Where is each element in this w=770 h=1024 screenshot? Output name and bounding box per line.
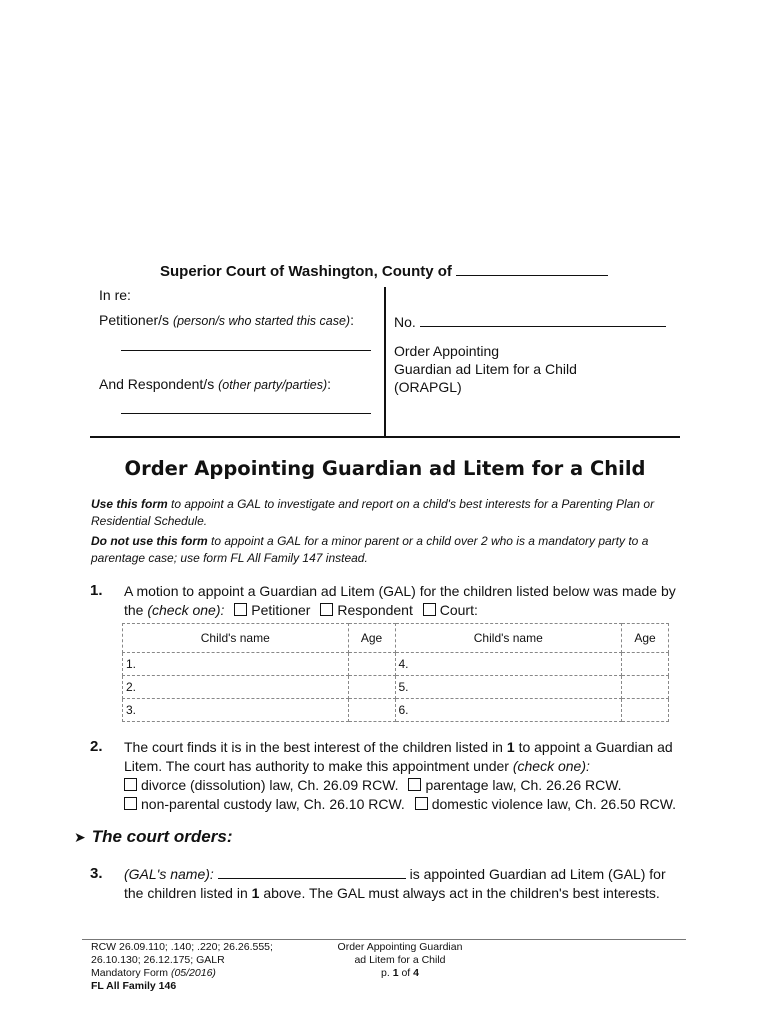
petitioner-checkbox[interactable] [234,603,247,616]
header-child-name: Child's name [395,624,622,653]
section-2-number: 2. [90,738,103,755]
arrow-bullet-icon: ➤ [74,829,86,845]
header-child-name: Child's name [123,624,349,653]
county-blank[interactable] [456,262,608,276]
table-row [123,699,669,722]
gal-name-blank[interactable] [218,865,406,879]
court-heading [160,262,608,280]
child-name-cell[interactable]: 5. [395,676,622,699]
divorce-checkbox[interactable] [124,778,137,791]
section-3-number: 3. [90,865,103,882]
children-table [122,623,669,722]
age-cell[interactable] [348,699,395,722]
footer-form-title: Order Appointing Guardian ad Litem for a Child p. 1 of 4 [300,941,500,980]
page-number: p. 1 of 4 [381,967,419,979]
petitioner-line: Petitioner/s (person/s who started this case): [99,312,354,328]
footer-rule [82,939,686,940]
in-re-label: In re: [99,287,131,303]
court-label: Superior Court of Washington, County of [160,263,452,280]
child-name-cell[interactable]: 4. [395,653,622,676]
age-cell[interactable] [348,653,395,676]
footer-citation: RCW 26.09.110; .140; .220; 26.26.555; 26.10.130; 26.12.175; GALR Mandatory Form (05/2016) FL All Family 146 [91,941,273,992]
case-number: No. [394,313,666,331]
table-row [123,653,669,676]
petitioner-blank[interactable] [121,350,371,351]
header-age: Age [348,624,395,653]
section-3-text: (GAL's name): is appointed Guardian ad Litem (GAL) for the children listed in 1 above. The GAL must always act in the children's best interests. [124,866,666,901]
section-1-text: A motion to appoint a Guardian ad Litem (GAL) for the children listed below was made by the (check one): Petitioner Respondent Court: [124,583,676,618]
caption-divider [384,287,386,437]
child-name-cell[interactable]: 3. [123,699,349,722]
respondent-blank[interactable] [121,413,371,414]
donot-instructions: Do not use this form to appoint a GAL for a minor parent or a child over 2 who is a mandatory party to a parentage case; use form FL All Family 147 instead. [91,534,649,565]
section-2-text: The court finds it is in the best interest of the children listed in 1 to appoint a Guardian ad Litem. The court has authority to make this appointment under (check one): divorce (dissolution) law, Ch. 26.09 RCW. parentage law, Ch. 26.26 RCW. non-parental custody law, Ch. 26.10 RCW. domestic violence law, Ch. 26.50 RCW. [124,739,677,812]
child-name-cell[interactable]: 6. [395,699,622,722]
parentage-checkbox[interactable] [408,778,421,791]
caption-doc-title: Order Appointing Guardian ad Litem for a Child (ORAPGL) [394,343,577,395]
age-cell[interactable] [622,653,669,676]
domestic-violence-checkbox[interactable] [415,797,428,810]
caption-bottom-rule [90,436,680,438]
page-title: Order Appointing Guardian ad Litem for a Child [124,457,646,480]
section-1-number: 1. [90,582,103,599]
respondent-line: And Respondent/s (other party/parties): [99,376,332,392]
child-name-cell[interactable]: 2. [123,676,349,699]
table-row [123,676,669,699]
header-age: Age [622,624,669,653]
court-checkbox[interactable] [423,603,436,616]
use-instructions: Use this form to appoint a GAL to investigate and report on a child's best interests for a Parenting Plan or Residential Schedule. [91,497,655,528]
age-cell[interactable] [348,676,395,699]
non-parental-custody-checkbox[interactable] [124,797,137,810]
child-name-cell[interactable]: 1. [123,653,349,676]
respondent-checkbox[interactable] [320,603,333,616]
age-cell[interactable] [622,676,669,699]
table-header-row [123,624,669,653]
orders-heading: ➤ The court orders: [74,827,233,846]
case-number-blank[interactable] [420,313,666,327]
age-cell[interactable] [622,699,669,722]
